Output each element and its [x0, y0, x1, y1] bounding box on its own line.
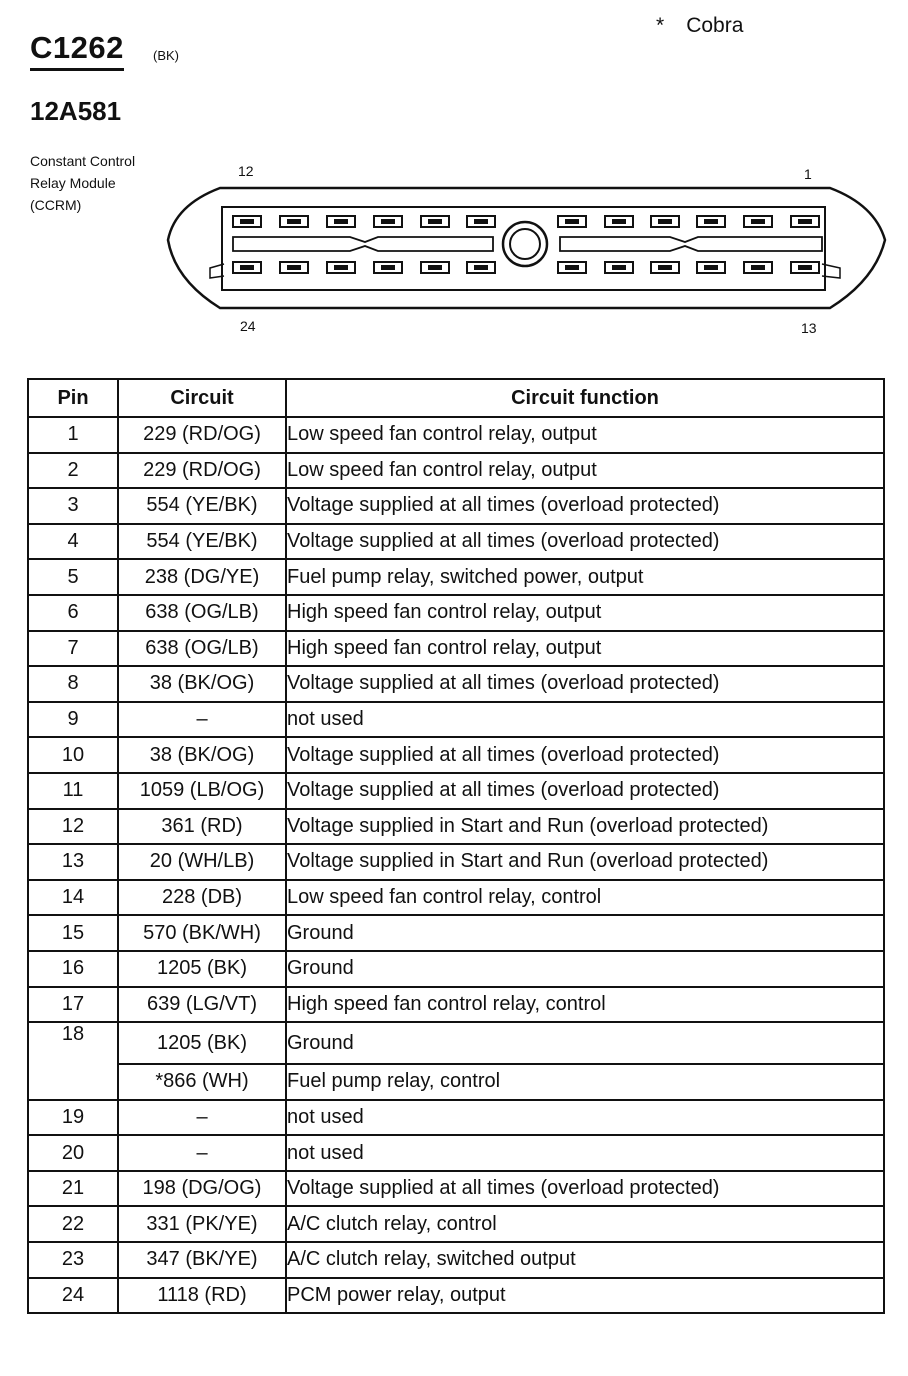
- table-header-row: [28, 379, 884, 417]
- table-row: [28, 631, 884, 667]
- cell-pin: 8: [28, 666, 118, 702]
- pin-socket-18: [558, 262, 586, 273]
- cell-function: Ground: [286, 1022, 884, 1064]
- cell-circuit: –: [118, 702, 286, 738]
- cell-circuit: 1205 (BK): [118, 1022, 286, 1064]
- cell-pin: 4: [28, 524, 118, 560]
- pin-label-24: 24: [240, 318, 256, 334]
- cell-pin: 18: [28, 1022, 118, 1100]
- cell-function: Low speed fan control relay, output: [286, 453, 884, 489]
- pin-socket-14: [744, 262, 772, 273]
- pin-socket-21: [374, 262, 402, 273]
- module-name: Constant Control Relay Module (CCRM): [30, 153, 136, 213]
- cell-pin: 11: [28, 773, 118, 809]
- cell-function: Low speed fan control relay, output: [286, 417, 884, 453]
- header-circuit-function: Circuit function: [286, 379, 884, 417]
- footnote-text: Cobra: [686, 14, 744, 37]
- pin-socket-7: [467, 216, 495, 227]
- pin-label-13: 13: [801, 320, 817, 336]
- cell-circuit: 639 (LG/VT): [118, 987, 286, 1023]
- part-number: 12A581: [30, 96, 122, 126]
- cell-circuit: 228 (DB): [118, 880, 286, 916]
- pin-socket-5: [605, 216, 633, 227]
- cell-pin: 23: [28, 1242, 118, 1278]
- pin-socket-22: [327, 262, 355, 273]
- cell-circuit: –: [118, 1100, 286, 1136]
- table-row: [28, 1064, 884, 1100]
- pinout-table: [27, 378, 885, 1314]
- cell-function: Voltage supplied at all times (overload protected): [286, 488, 884, 524]
- cell-function: High speed fan control relay, control: [286, 987, 884, 1023]
- pin-socket-19: [467, 262, 495, 273]
- pin-socket-12: [233, 216, 261, 227]
- cell-circuit: 238 (DG/YE): [118, 559, 286, 595]
- cell-function: Ground: [286, 951, 884, 987]
- cell-function: High speed fan control relay, output: [286, 595, 884, 631]
- pin-socket-9: [374, 216, 402, 227]
- cell-function: Voltage supplied in Start and Run (overload protected): [286, 809, 884, 845]
- cell-circuit: 638 (OG/LB): [118, 595, 286, 631]
- cell-function: not used: [286, 1135, 884, 1171]
- cell-function: Low speed fan control relay, control: [286, 880, 884, 916]
- cell-pin: 6: [28, 595, 118, 631]
- connector-id: C1262: [30, 30, 124, 71]
- pin-socket-2: [744, 216, 772, 227]
- table-row: [28, 702, 884, 738]
- cell-pin: 24: [28, 1278, 118, 1314]
- cell-function: A/C clutch relay, control: [286, 1206, 884, 1242]
- cell-circuit: 38 (BK/OG): [118, 666, 286, 702]
- pin-socket-24: [233, 262, 261, 273]
- pin-socket-10: [327, 216, 355, 227]
- cell-pin: 5: [28, 559, 118, 595]
- pin-socket-8: [421, 216, 449, 227]
- pin-socket-23: [280, 262, 308, 273]
- table-row: [28, 488, 884, 524]
- cell-circuit: 38 (BK/OG): [118, 737, 286, 773]
- table-row: [28, 453, 884, 489]
- cell-circuit: 554 (YE/BK): [118, 488, 286, 524]
- table-row: [28, 1100, 884, 1136]
- table-row: [28, 524, 884, 560]
- cell-pin: 14: [28, 880, 118, 916]
- pin-label-1: 1: [804, 166, 812, 182]
- table-row: [28, 1242, 884, 1278]
- connector-diagram: [160, 180, 900, 320]
- cell-pin: 16: [28, 951, 118, 987]
- cell-pin: 17: [28, 987, 118, 1023]
- cell-pin: 13: [28, 844, 118, 880]
- table-row: [28, 1171, 884, 1207]
- cell-circuit: 229 (RD/OG): [118, 453, 286, 489]
- cell-function: Voltage supplied at all times (overload protected): [286, 524, 884, 560]
- pin-socket-11: [280, 216, 308, 227]
- footnote-marker: *: [656, 14, 665, 37]
- cell-circuit: 347 (BK/YE): [118, 1242, 286, 1278]
- cell-pin: 7: [28, 631, 118, 667]
- pin-socket-4: [651, 216, 679, 227]
- cell-function: High speed fan control relay, output: [286, 631, 884, 667]
- cell-circuit: 198 (DG/OG): [118, 1171, 286, 1207]
- cell-circuit: 638 (OG/LB): [118, 631, 286, 667]
- cell-function: Voltage supplied at all times (overload protected): [286, 666, 884, 702]
- cell-pin: 2: [28, 453, 118, 489]
- cell-circuit: 229 (RD/OG): [118, 417, 286, 453]
- header-circuit: Circuit: [118, 379, 286, 417]
- connector-inner-frame: [222, 207, 825, 290]
- cell-function: Fuel pump relay, control: [286, 1064, 884, 1100]
- table-row: [28, 1278, 884, 1314]
- cell-circuit: 1205 (BK): [118, 951, 286, 987]
- cell-function: Voltage supplied at all times (overload protected): [286, 1171, 884, 1207]
- table-row: [28, 880, 884, 916]
- table-row: [28, 1135, 884, 1171]
- table-row: [28, 915, 884, 951]
- footnote: [656, 14, 743, 38]
- pin-socket-16: [651, 262, 679, 273]
- cell-pin: 10: [28, 737, 118, 773]
- cell-pin: 15: [28, 915, 118, 951]
- cell-function: not used: [286, 1100, 884, 1136]
- cell-function: Voltage supplied in Start and Run (overload protected): [286, 844, 884, 880]
- cell-circuit: 331 (PK/YE): [118, 1206, 286, 1242]
- connector-pin-row-bottom: [233, 262, 819, 273]
- connector-color-code: (BK): [153, 48, 179, 63]
- pin-socket-1: [791, 216, 819, 227]
- table-row: [28, 666, 884, 702]
- cell-pin: 22: [28, 1206, 118, 1242]
- cell-pin: 21: [28, 1171, 118, 1207]
- cell-circuit: 570 (BK/WH): [118, 915, 286, 951]
- table-row: [28, 809, 884, 845]
- cell-function: PCM power relay, output: [286, 1278, 884, 1314]
- connector-left-rib: [233, 237, 493, 251]
- table-row: [28, 951, 884, 987]
- table-row: [28, 1022, 884, 1064]
- connector-center-post-inner: [510, 229, 540, 259]
- cell-circuit: *866 (WH): [118, 1064, 286, 1100]
- cell-pin: 9: [28, 702, 118, 738]
- pin-socket-6: [558, 216, 586, 227]
- cell-function: Fuel pump relay, switched power, output: [286, 559, 884, 595]
- table-row: [28, 559, 884, 595]
- cell-function: Ground: [286, 915, 884, 951]
- cell-pin: 20: [28, 1135, 118, 1171]
- table-row: [28, 595, 884, 631]
- cell-function: A/C clutch relay, switched output: [286, 1242, 884, 1278]
- header-pin: Pin: [28, 379, 118, 417]
- cell-pin: 19: [28, 1100, 118, 1136]
- pin-label-12: 12: [238, 163, 254, 179]
- cell-function: not used: [286, 702, 884, 738]
- cell-function: Voltage supplied at all times (overload protected): [286, 737, 884, 773]
- pin-socket-20: [421, 262, 449, 273]
- table-row: [28, 773, 884, 809]
- cell-pin: 12: [28, 809, 118, 845]
- table-row: [28, 1206, 884, 1242]
- cell-pin: 3: [28, 488, 118, 524]
- table-row: [28, 737, 884, 773]
- cell-circuit: 1118 (RD): [118, 1278, 286, 1314]
- pin-socket-17: [605, 262, 633, 273]
- table-row: [28, 987, 884, 1023]
- pin-socket-13: [791, 262, 819, 273]
- cell-pin: 1: [28, 417, 118, 453]
- pin-socket-15: [697, 262, 725, 273]
- connector-right-rib: [560, 237, 822, 251]
- cell-circuit: 554 (YE/BK): [118, 524, 286, 560]
- table-row: [28, 417, 884, 453]
- cell-function: Voltage supplied at all times (overload protected): [286, 773, 884, 809]
- cell-circuit: 1059 (LB/OG): [118, 773, 286, 809]
- cell-circuit: 361 (RD): [118, 809, 286, 845]
- table-row: [28, 844, 884, 880]
- cell-circuit: 20 (WH/LB): [118, 844, 286, 880]
- cell-circuit: –: [118, 1135, 286, 1171]
- pin-socket-3: [697, 216, 725, 227]
